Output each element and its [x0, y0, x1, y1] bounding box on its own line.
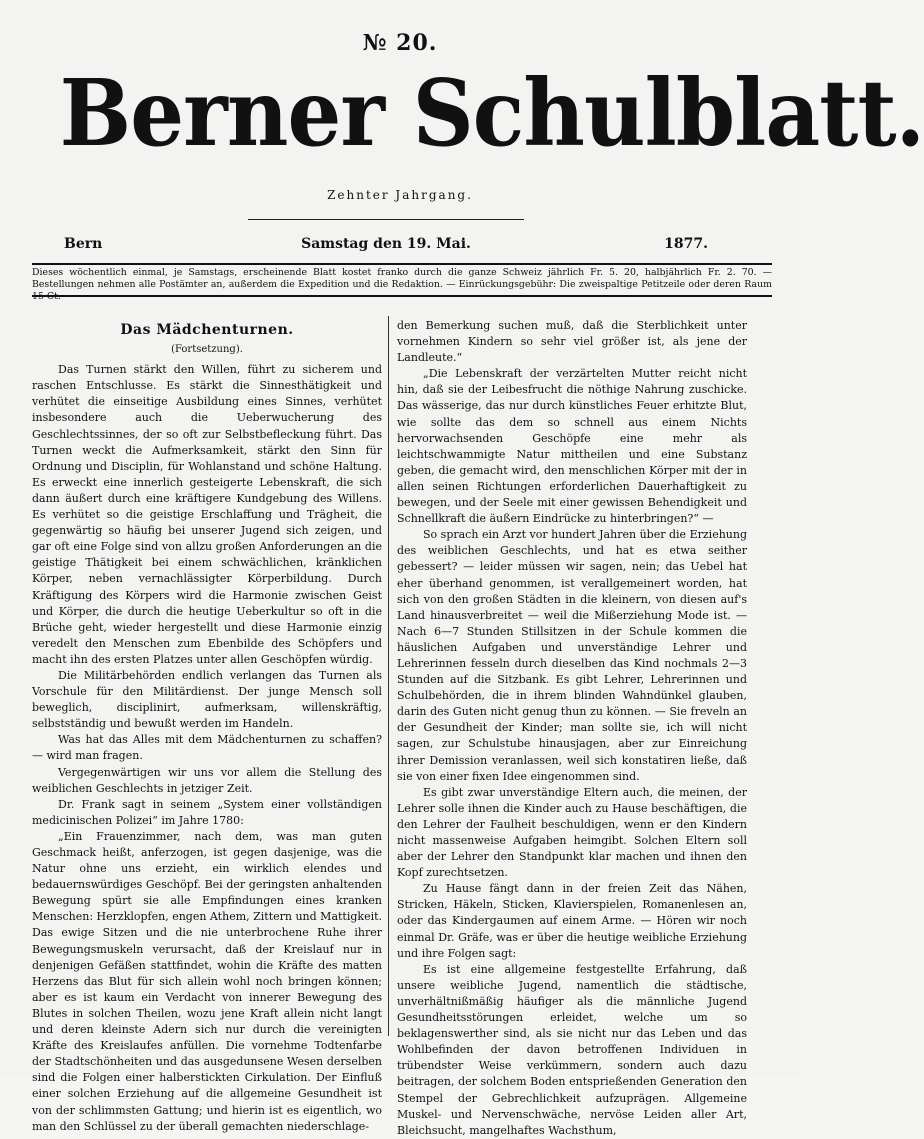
paragraph: Dr. Frank sagt in seinem „System einer vollständigen medicinischen Polizei“ im Jahre 1780: — [32, 797, 382, 827]
paragraph: „Ein Frauenzimmer, nach dem, was man guten Geschmack heißt, anferzogen, ist gegen dasjenige, was die Natur ohne uns erzieht, ein wirklich elendes und bedauernswürdiges Geschöpf. Bei der geringsten anhaltenden Bewegung spürt sie alle Empfindungen eines kranken Menschen: Herzklopfen, engen Athem, Zittern und Mattigkeit. Das ewige Sitzen und die nie unterbrochene Ruhe ihrer Bewegungsmuskeln verursacht, daß der Kreislauf nur in denjenigen Gefäßen stattfindet, wohin die Kräfte des matten Herzens das Blut für sich allein wohl noch bringen können; aber es ist kaum ein Verdacht von innerer Bewegung des Blutes in solchen Theilen, wozu jene Kraft allein nicht langt und deren kleinste Adern sich nur durch die vereinigten Kräfte des Kreislaufes anfüllen. Die vornehme Todtenfarbe der Stadtschönheiten und das ausgedunsene Wesen derselben sind die Folgen einer halberstickten Cirkulation. Der Einfluß einer solchen Erziehung auf die allgemeine Gesundheit ist von der schlimmsten Gattung; und hierin ist es eigentlich, wo man den Schlüssel zu der überall gemachten niederschlage- — [32, 829, 383, 1133]
paragraph: den Bemerkung suchen muß, daß die Sterblichkeit unter vornehmen Kindern so sehr viel größer ist, als jene der Landleute.“ — [397, 319, 747, 365]
paragraph: Es ist eine allgemeine festgestellte Erfahrung, daß unsere weibliche Jugend, namentlich die städtische, unverhältnißmäßig häufiger als die männliche Jugend Gesundheitsstörungen erleidet, welche um so beklagenswerther sind, als sie nicht nur das Leben und das Wohlbefinden der davon betroffenen Individuen in trübendster Weise verkümmern, sondern auch dazu beitragen, der solchem Boden entsprießenden Generation den Stempel der Gebrechlichkeit aufzuprägen. Allgemeine Muskel- und Nervenschwäche, nervöse Leiden aller Art, Bleichsucht, mangelhaftes Wachsthum, — [397, 962, 747, 1137]
header-divider — [248, 219, 524, 220]
notice-rule-top — [32, 263, 772, 265]
dateline — [64, 236, 708, 256]
masthead-title: Berner Schulblatt. — [59, 59, 924, 167]
paragraph: Die Militärbehörden endlich verlangen das Turnen als Vorschule für den Militärdienst. Der junge Mensch soll beweglich, disciplinirt, aufmerksam, willenskräftig, selbstständig und bewußt werden im Handeln. — [32, 668, 382, 731]
dateline-year: 1877. — [664, 236, 708, 252]
paragraph: Zu Hause fängt dann in der freien Zeit das Nähen, Stricken, Häkeln, Sticken, Klavierspielen, Romanenlesen an, oder das Kindergaumen auf einem Arme. — Hören wir noch einmal Dr. Gräfe, was er über die heutige weibliche Erziehung und ihre Folgen sagt: — [397, 882, 747, 960]
column-divider — [388, 316, 389, 1036]
paragraph: So sprach ein Arzt vor hundert Jahren über die Erziehung des weiblichen Geschlechts, und hat es etwa seither gebessert? — leider müssen wir sagen, nein; das Uebel hat eher überhand genommen, ist verallgemeinert worden, hat sich von den großen Städten in die kleinern, von diesen auf's Land hinausverbreitet — weil die Mißerziehung Mode ist. — Nach 6—7 Stunden Stillsitzen in der Schule kommen die häuslichen Aufgaben und unverständige Lehrer und Lehrerinnen fesseln durch dieselben das Kind nochmals 2—3 Stunden auf die Sitzbank. Es gibt Lehrer, Lehrerinnen und Schulbehörden, die in ihrem blinden Wahndünkel glauben, darin des Guten nicht genug thun zu können. — Sie freveln an der Gesundheit der Kinder; man sollte sie, ich will nicht sagen, zur Schulstube hinausjagen, aber zur Einreichung ihrer Demission veranlassen, weil sich konstatiren ließe, daß sie von einer fixen Idee eingenommen sind. — [397, 528, 747, 783]
article-continued: (Fortsetzung). — [171, 344, 243, 356]
volume-line: Zehnter Jahrgang. — [327, 188, 473, 202]
paragraph: „Die Lebenskraft der verzärtelten Mutter reicht nicht hin, daß sie der Leibesfrucht die nöthige Nahrung zuschicke. Das wässerige, das nur durch künstliches Feuer erhitzte Blut, wie sollte das dem so schnell aus einem Nichts hervorwachsenden Geschöpfe eine mehr als leichtschwammigte Natur mittheilen und eine Substanz geben, die gemacht wird, den menschlichen Körper mit der in allen seinen Richtungen erforderlichen Dauerhaftigkeit zu bewegen, und der Seele mit einer gewissen Behendigkeit und Schnellkraft die äußern Eindrücke zu hinterbringen?“ — — [397, 367, 747, 526]
right-column — [397, 318, 747, 1139]
subscription-notice: Dieses wöchentlich einmal, je Samstags, erscheinende Blatt kostet franko durch die ganze Schweiz jährlich Fr. 5. 20, halbjährlich Fr. 2. 70. — Bestellungen nehmen alle Postämter an, außerdem die Expedition und die Redaktion. — Einrückungsgebühr: Die zweispaltige Petitzeile oder deren Raum — [32, 267, 772, 290]
issue-number: № 20. — [362, 30, 438, 56]
paragraph: Das Turnen stärkt den Willen, führt zu sicherem und raschen Entschlusse. Es stärkt die Sinnesthätigkeit und verhütet die einseitige Ausbildung eines Sinnes, verhütet insbesondere auch die Ueberwucherung des Geschlechtssinnes, der so oft zur Selbstbefleckung führt. Das Turnen weckt die Aufmerksamkeit, stärkt den Sinn für Ordnung und Disciplin, für Wohlanstand und schöne Haltung. Es erweckt eine innerlich gesteigerte Lebenskraft, die sich dann äußert durch eine kräftigere Kundgebung des Willens. Es verhütet so die geistige Erschlaffung und Trägheit, die gegenwärtig so häufig bei unserer Jugend sich zeigen, und gar oft eine Folge sind von allzu großen Anforderungen an die geistige Thätigkeit bei einem schwächlichen, kränklichen Körper, neben vernachlässigter Körperbildung. Durch Kräftigung des Körpers wird die Harmonie zwischen Geist und Körper, die durch die heutige Ueberkultur so oft in die Brüche geht, wieder hergestellt und diese Harmonie einzig veredelt den Menschen zum Ebenbilde des Schöpfers und macht ihn des ersten Platzes unter allen Geschöpfen würdig. — [32, 363, 382, 666]
article-title: Das Mädchenturnen. — [120, 322, 294, 338]
dateline-date: Samstag den 19. Mai. — [301, 236, 471, 252]
paragraph: Was hat das Alles mit dem Mädchenturnen zu schaffen? — wird man fragen. — [32, 733, 382, 763]
paragraph: Vergegenwärtigen wir uns vor allem die Stellung des weiblichen Geschlechts in jetziger Zeit. — [32, 765, 382, 795]
notice-rule-bottom — [32, 295, 772, 297]
paragraph: Es gibt zwar unverständige Eltern auch, die meinen, der Lehrer solle ihnen die Kinder auch zu Hause beschäftigen, die den Lehrer der Faulheit beschuldigen, wenn er den Kindern nicht massenweise Aufgaben heimgibt. Solchen Eltern soll aber der Lehrer den Standpunkt klar machen und ihnen den Kopf zurechtsetzen. — [397, 785, 747, 880]
dateline-city: Bern — [64, 236, 103, 252]
left-column — [32, 318, 382, 1135]
